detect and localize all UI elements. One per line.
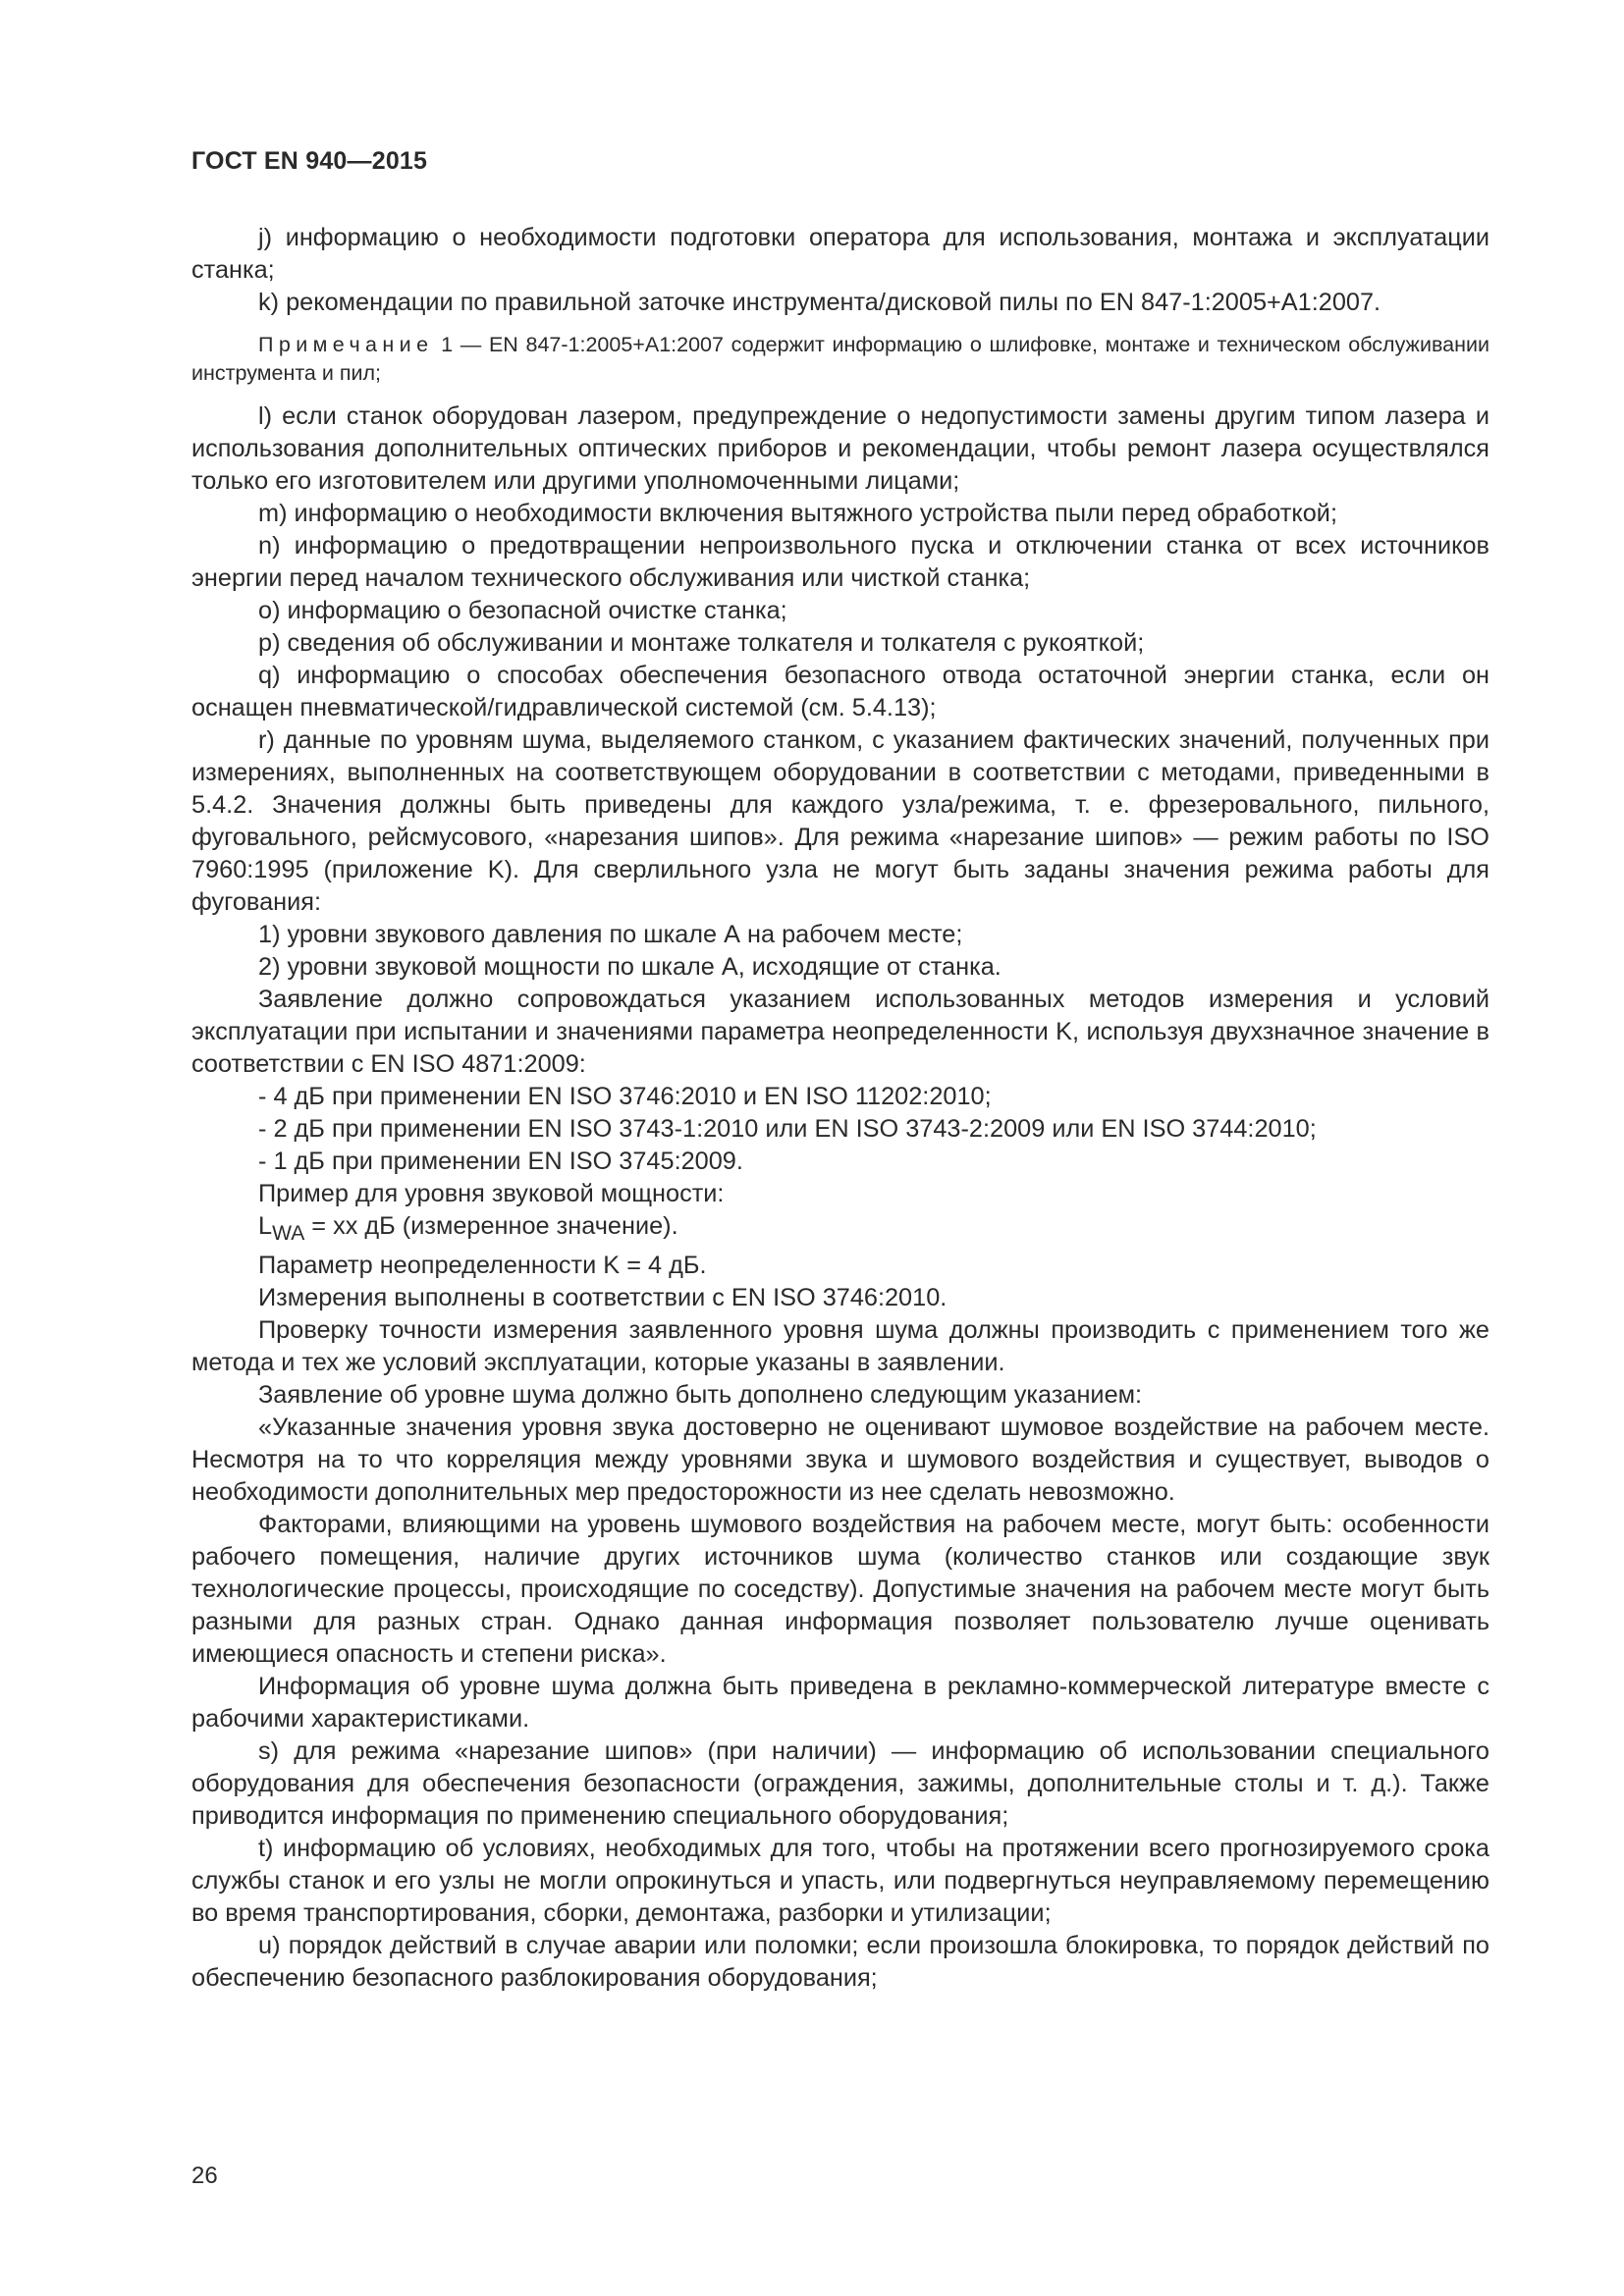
uncertainty-item-2db: - 2 дБ при применении EN ISO 3743-1:2010 или EN ISO 3743-2:2009 или EN ISO 3744:2010; [258, 1115, 1317, 1143]
uncertainty-item-1db: - 1 дБ при применении EN ISO 3745:2009. [258, 1148, 743, 1175]
paragraph-o: o) информацию о безопасной очистке станка; [258, 597, 787, 624]
paragraph-m: m) информацию о необходимости включения вытяжного устройства пыли перед обработкой; [258, 500, 1337, 527]
document-body [191, 222, 1489, 1995]
example-lwa-text: = хх дБ (измеренное значение). [311, 1212, 678, 1240]
symbol-subscript: WA [272, 1222, 305, 1246]
example-lwa [191, 1210, 1489, 1250]
example-uncertainty: Параметр неопределенности K = 4 дБ. [258, 1252, 707, 1280]
symbol-base: L [258, 1212, 273, 1240]
quote-paragraph-2: Факторами, влияющими на уровень шумового воздействия на рабочем месте, могут быть: особенности рабочего помещения, наличие других источников шума (количество станков или создающие звук технологические процессы, происходящие по соседству). Допустимые значения на рабочем месте могут быть разными для разных стран. Однако данная информация позволяет пользователю лучше оценивать имеющиеся опасность и степени риска». [191, 1511, 1489, 1669]
noise-item-1: 1) уровни звукового давления по шкале А на рабочем месте; [258, 921, 963, 948]
quote-paragraph-1: «Указанные значения уровня звука достоверно не оценивают шумовое воздействие на рабочем месте. Несмотря на то что корреляция между уровнями звука и шумового воздействия и существует, выводов о необходимости дополнительных мер предосторожности из нее сделать невозможно. [191, 1414, 1489, 1507]
paragraph-n: n) информацию о предотвращении непроизвольного пуска и отключении станка от всех источников энергии перед началом технического обслуживания или чисткой станка; [191, 532, 1489, 592]
example-heading: Пример для уровня звуковой мощности: [258, 1180, 725, 1207]
paragraph-p: p) сведения об обслуживании и монтаже толкателя и толкателя с рукояткой; [258, 629, 1145, 657]
paragraph-r: r) данные по уровням шума, выделяемого станком, с указанием фактических значений, полученных при измерениях, выполненных на соответствующем оборудовании в соответствии с методами, приведенными в 5.4.2. Значения должны быть приведены для каждого узла/режима, т. е. фрезеровального, пильного, фуговального, рейсмусового, «нарезания шипов». Для режима «нарезание шипов» — режим работы по ISO 7960:1995 (приложение K). Для сверлильного узла не могут быть заданы значения режима работы для фугования: [191, 726, 1489, 916]
verification-paragraph: Проверку точности измерения заявленного уровня шума должны производить с применением того же метода и тех же условий эксплуатации, которые указаны в заявлении. [191, 1316, 1489, 1377]
paragraph-l: l) если станок оборудован лазером, предупреждение о недопустимости замены другим типом лазера и использования дополнительных оптических приборов и рекомендации, чтобы ремонт лазера осуществлялся только его изготовителем или другими уполномоченными лицами; [191, 402, 1489, 495]
paragraph-j: j) информацию о необходимости подготовки оператора для использования, монтажа и эксплуатации станка; [191, 224, 1489, 284]
statement-paragraph: Заявление должно сопровождаться указанием использованных методов измерения и условий эксплуатации при испытании и значениями параметра неопределенности K, используя двухзначное значение в соответствии с EN ISO 4871:2009: [191, 986, 1489, 1078]
note-prefix: Примечание [258, 333, 434, 356]
advertising-paragraph: Информация об уровне шума должна быть приведена в рекламно-коммерческой литературе вместе с рабочими характеристиками. [191, 1673, 1489, 1734]
document-header: ГОСТ EN 940—2015 [191, 147, 428, 175]
paragraph-t: t) информацию об условиях, необходимых для того, чтобы на протяжении всего прогнозируемого срока службы станок и его узлы не могли опрокинуться и упасть, или подвергнуться неуправляемому перемещению во время транспортирования, сборки, демонтажа, разборки и утилизации; [191, 1835, 1489, 1928]
paragraph-s: s) для режима «нарезание шипов» (при наличии) — информацию об использовании специального оборудования для обеспечения безопасности (ограждения, зажимы, дополнительные столы и т. д.). Также приводится информация по применению специального оборудования; [191, 1737, 1489, 1831]
paragraph-u: u) порядок действий в случае аварии или поломки; если произошла блокировка, то порядок действий по обеспечению безопасного разблокирования оборудования; [191, 1932, 1489, 1993]
note [191, 331, 1489, 387]
paragraph-q: q) информацию о способах обеспечения безопасного отвода остаточной энергии станка, если он оснащен пневматической/гидравлической системой (см. 5.4.13); [191, 662, 1489, 721]
example-method: Измерения выполнены в соответствии с EN ISO 3746:2010. [258, 1284, 947, 1312]
note-text: 1 — EN 847-1:2005+A1:2007 содержит информацию о шлифовке, монтаже и техническом обслуживании инструмента и пил; [191, 333, 1489, 385]
paragraph-k: k) рекомендации по правильной заточке инструмента/дисковой пилы по EN 847-1:2005+A1:2007. [258, 289, 1381, 316]
noise-item-2: 2) уровни звуковой мощности по шкале А, исходящие от станка. [258, 953, 1001, 981]
supplement-heading: Заявление об уровне шума должно быть дополнено следующим указанием: [258, 1381, 1143, 1410]
uncertainty-item-4db: - 4 дБ при применении EN ISO 3746:2010 и EN ISO 11202:2010; [258, 1083, 992, 1110]
page-number: 26 [191, 2163, 218, 2189]
